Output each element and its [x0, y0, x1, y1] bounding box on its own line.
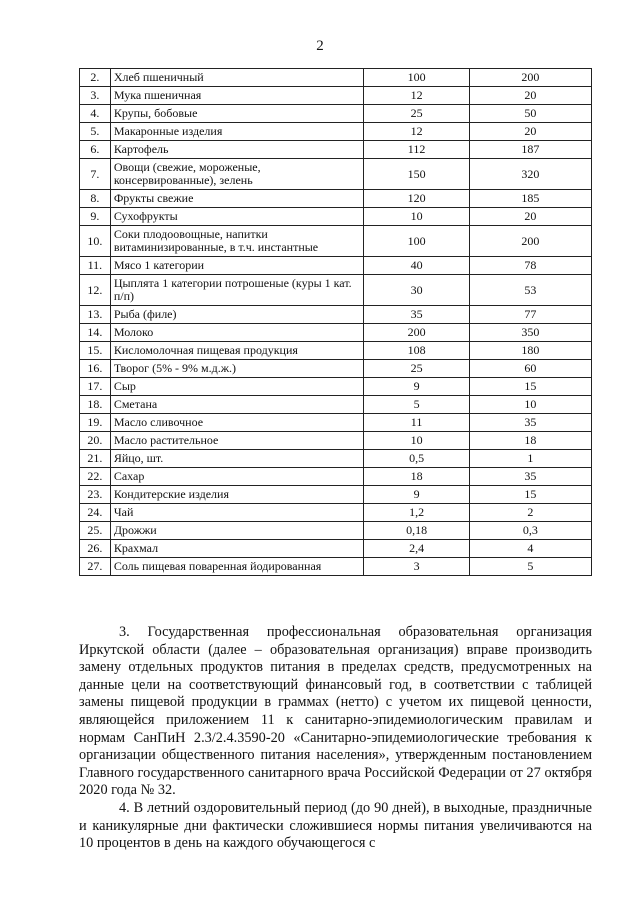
- table-row: [80, 226, 592, 257]
- table-row: [80, 486, 592, 504]
- norm-value-2: 35: [469, 414, 591, 432]
- row-number: 22.: [80, 468, 111, 486]
- product-name: Крахмал: [110, 540, 363, 558]
- norm-value-1: 11: [364, 414, 470, 432]
- norm-value-1: 100: [364, 226, 470, 257]
- norm-value-2: 187: [469, 141, 591, 159]
- product-name: Рыба (филе): [110, 306, 363, 324]
- row-number: 3.: [80, 87, 111, 105]
- row-number: 8.: [80, 190, 111, 208]
- table-row: [80, 123, 592, 141]
- table-row: [80, 558, 592, 576]
- row-number: 23.: [80, 486, 111, 504]
- norm-value-1: 1,2: [364, 504, 470, 522]
- product-name: Молоко: [110, 324, 363, 342]
- table-row: [80, 378, 592, 396]
- norm-value-2: 350: [469, 324, 591, 342]
- food-norms-table: [79, 68, 592, 576]
- product-name: Кисломолочная пищевая продукция: [110, 342, 363, 360]
- row-number: 13.: [80, 306, 111, 324]
- body-text: [79, 624, 592, 853]
- product-name: Цыплята 1 категории потрошеные (куры 1 кат. п/п): [110, 275, 363, 306]
- product-name: Соки плодоовощные, напитки витаминизированные, в т.ч. инстантные: [110, 226, 363, 257]
- table-row: [80, 504, 592, 522]
- norm-value-2: 10: [469, 396, 591, 414]
- norm-value-2: 60: [469, 360, 591, 378]
- norm-value-1: 10: [364, 432, 470, 450]
- table-row: [80, 275, 592, 306]
- norm-value-1: 120: [364, 190, 470, 208]
- paragraph-3: 3. Государственная профессиональная образовательная организация Иркутской области (далее – образовательная организация) вправе производить замену отдельных продуктов питания в пределах средств, предусмотренных на данные цели на соответствующий финансовый год, в соответствии с таблицей замены пищевой продукции в граммах (нетто) с учетом их пищевой ценности, являющейся приложением 11 к санитарно-эпидемиологическим правилам и нормам СанПиН 2.3/2.4.3590-20 «Санитарно-эпидемиологические требования к организации общественного питания населения», утвержденным постановлением Главного государственного санитарного врача Российской Федерации от 27 октября 2020 года № 32.: [79, 624, 592, 799]
- product-name: Дрожжи: [110, 522, 363, 540]
- row-number: 20.: [80, 432, 111, 450]
- norm-value-2: 2: [469, 504, 591, 522]
- table-row: [80, 360, 592, 378]
- product-name: Мука пшеничная: [110, 87, 363, 105]
- norm-value-2: 15: [469, 486, 591, 504]
- row-number: 16.: [80, 360, 111, 378]
- row-number: 24.: [80, 504, 111, 522]
- row-number: 25.: [80, 522, 111, 540]
- product-name: Фрукты свежие: [110, 190, 363, 208]
- product-name: Хлеб пшеничный: [110, 69, 363, 87]
- product-name: Мясо 1 категории: [110, 257, 363, 275]
- norm-value-1: 35: [364, 306, 470, 324]
- norm-value-2: 0,3: [469, 522, 591, 540]
- table-row: [80, 306, 592, 324]
- product-name: Кондитерские изделия: [110, 486, 363, 504]
- product-name: Сметана: [110, 396, 363, 414]
- product-name: Масло растительное: [110, 432, 363, 450]
- norm-value-1: 10: [364, 208, 470, 226]
- norm-value-1: 12: [364, 123, 470, 141]
- norm-value-2: 320: [469, 159, 591, 190]
- norm-value-1: 0,5: [364, 450, 470, 468]
- product-name: Крупы, бобовые: [110, 105, 363, 123]
- product-name: Творог (5% - 9% м.д.ж.): [110, 360, 363, 378]
- row-number: 9.: [80, 208, 111, 226]
- row-number: 7.: [80, 159, 111, 190]
- norm-value-2: 4: [469, 540, 591, 558]
- norm-value-2: 200: [469, 69, 591, 87]
- row-number: 4.: [80, 105, 111, 123]
- norm-value-1: 18: [364, 468, 470, 486]
- norm-value-1: 40: [364, 257, 470, 275]
- norm-value-1: 0,18: [364, 522, 470, 540]
- row-number: 17.: [80, 378, 111, 396]
- norm-value-1: 5: [364, 396, 470, 414]
- table-row: [80, 396, 592, 414]
- norm-value-2: 180: [469, 342, 591, 360]
- table-row: [80, 324, 592, 342]
- norm-value-2: 18: [469, 432, 591, 450]
- row-number: 18.: [80, 396, 111, 414]
- table-row: [80, 468, 592, 486]
- norm-value-2: 50: [469, 105, 591, 123]
- row-number: 26.: [80, 540, 111, 558]
- product-name: Масло сливочное: [110, 414, 363, 432]
- norm-value-2: 77: [469, 306, 591, 324]
- norm-value-1: 3: [364, 558, 470, 576]
- product-name: Соль пищевая поваренная йодированная: [110, 558, 363, 576]
- row-number: 2.: [80, 69, 111, 87]
- norm-value-2: 35: [469, 468, 591, 486]
- product-name: Сухофрукты: [110, 208, 363, 226]
- table-row: [80, 342, 592, 360]
- norm-value-1: 200: [364, 324, 470, 342]
- norm-value-2: 185: [469, 190, 591, 208]
- norm-value-2: 200: [469, 226, 591, 257]
- norm-value-1: 12: [364, 87, 470, 105]
- row-number: 14.: [80, 324, 111, 342]
- product-name: Яйцо, шт.: [110, 450, 363, 468]
- product-name: Сахар: [110, 468, 363, 486]
- product-name: Макаронные изделия: [110, 123, 363, 141]
- page-number: 2: [316, 38, 324, 54]
- norm-value-2: 5: [469, 558, 591, 576]
- row-number: 5.: [80, 123, 111, 141]
- product-name: Сыр: [110, 378, 363, 396]
- norm-value-1: 112: [364, 141, 470, 159]
- norm-value-2: 15: [469, 378, 591, 396]
- norm-value-1: 108: [364, 342, 470, 360]
- norm-value-1: 2,4: [364, 540, 470, 558]
- norm-value-1: 9: [364, 486, 470, 504]
- product-name: Овощи (свежие, мороженые, консервированные), зелень: [110, 159, 363, 190]
- table-row: [80, 208, 592, 226]
- table-row: [80, 159, 592, 190]
- row-number: 21.: [80, 450, 111, 468]
- table-row: [80, 414, 592, 432]
- norm-value-2: 20: [469, 208, 591, 226]
- table-row: [80, 540, 592, 558]
- row-number: 12.: [80, 275, 111, 306]
- row-number: 15.: [80, 342, 111, 360]
- norm-value-2: 20: [469, 87, 591, 105]
- norm-value-1: 30: [364, 275, 470, 306]
- table-row: [80, 141, 592, 159]
- norm-value-2: 1: [469, 450, 591, 468]
- table-row: [80, 257, 592, 275]
- table-row: [80, 87, 592, 105]
- product-name: Чай: [110, 504, 363, 522]
- row-number: 27.: [80, 558, 111, 576]
- norm-value-1: 150: [364, 159, 470, 190]
- row-number: 6.: [80, 141, 111, 159]
- row-number: 10.: [80, 226, 111, 257]
- norm-value-1: 25: [364, 105, 470, 123]
- norm-value-2: 78: [469, 257, 591, 275]
- table-row: [80, 432, 592, 450]
- row-number: 11.: [80, 257, 111, 275]
- table-row: [80, 105, 592, 123]
- norm-value-2: 53: [469, 275, 591, 306]
- table-row: [80, 450, 592, 468]
- norm-value-2: 20: [469, 123, 591, 141]
- norm-value-1: 100: [364, 69, 470, 87]
- paragraph-4: 4. В летний оздоровительный период (до 90 дней), в выходные, праздничные и каникулярные дни фактически сложившиеся нормы питания увеличиваются на 10 процентов в день на каждого обучающегося с: [79, 799, 592, 852]
- table-row: [80, 69, 592, 87]
- table-row: [80, 190, 592, 208]
- norm-value-1: 9: [364, 378, 470, 396]
- table-row: [80, 522, 592, 540]
- norm-value-1: 25: [364, 360, 470, 378]
- product-name: Картофель: [110, 141, 363, 159]
- row-number: 19.: [80, 414, 111, 432]
